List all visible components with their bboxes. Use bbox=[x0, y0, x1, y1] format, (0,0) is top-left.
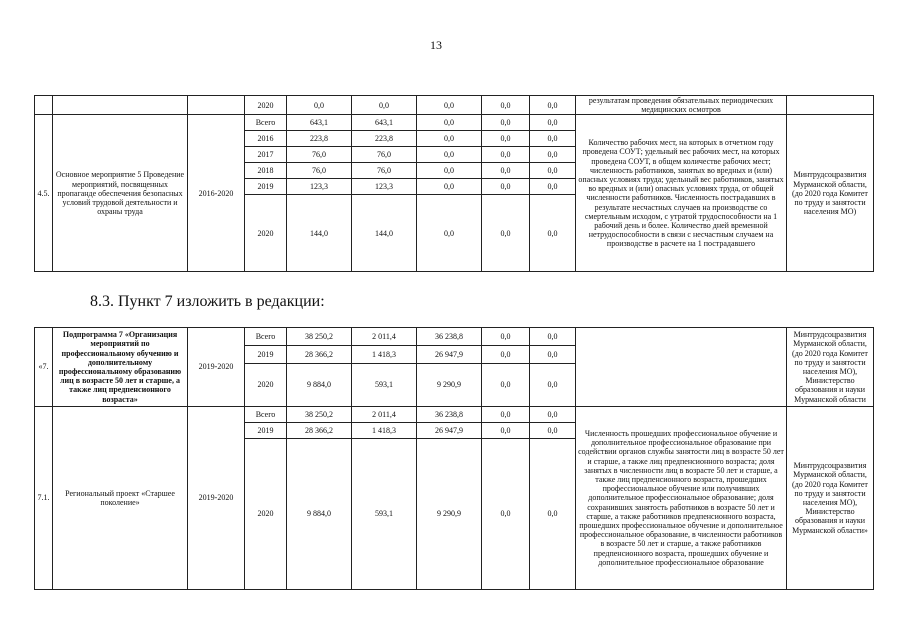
measures-table-1 bbox=[34, 95, 874, 272]
table-row bbox=[35, 407, 874, 423]
value-cell: 0,0 bbox=[417, 195, 482, 272]
executor-cell: Минтрудсоцразвития Мурманской области, (до 2020 года Комитет по труду и занятости населения МО), Министерство образования и науки Мурманской области» bbox=[787, 407, 874, 590]
value-cell: 76,0 bbox=[287, 163, 352, 179]
year-cell: 2019 bbox=[245, 179, 287, 195]
value-cell: 643,1 bbox=[287, 115, 352, 131]
value-cell: 0,0 bbox=[482, 179, 530, 195]
item-number: 7.1. bbox=[35, 407, 53, 590]
value-cell: 0,0 bbox=[482, 195, 530, 272]
table-row bbox=[35, 96, 874, 115]
value-cell: 0,0 bbox=[530, 407, 576, 423]
value-cell: 76,0 bbox=[287, 147, 352, 163]
value-cell: 1 418,3 bbox=[352, 346, 417, 364]
value-cell: 0,0 bbox=[352, 96, 417, 115]
item-number: 4.5. bbox=[35, 115, 53, 272]
value-cell: 0,0 bbox=[530, 179, 576, 195]
page-number: 13 bbox=[430, 38, 442, 52]
value-cell: 0,0 bbox=[417, 115, 482, 131]
value-cell: 0,0 bbox=[417, 131, 482, 147]
year-cell: 2020 bbox=[245, 439, 287, 590]
value-cell: 0,0 bbox=[530, 328, 576, 346]
measures-table-2 bbox=[34, 327, 874, 590]
item-period: 2019-2020 bbox=[188, 407, 245, 590]
item-name: Региональный проект «Старшее поколение» bbox=[53, 407, 188, 590]
value-cell: 123,3 bbox=[287, 179, 352, 195]
year-cell: 2016 bbox=[245, 131, 287, 147]
indicator-cell: результатам проведения обязательных периодических медицинских осмотров bbox=[576, 96, 787, 115]
value-cell: 643,1 bbox=[352, 115, 417, 131]
value-cell: 0,0 bbox=[530, 96, 576, 115]
table-row bbox=[35, 328, 874, 346]
value-cell: 9 884,0 bbox=[287, 364, 352, 407]
value-cell: 76,0 bbox=[352, 147, 417, 163]
value-cell: 26 947,9 bbox=[417, 423, 482, 439]
value-cell: 0,0 bbox=[482, 147, 530, 163]
value-cell: 0,0 bbox=[530, 195, 576, 272]
value-cell: 36 238,8 bbox=[417, 407, 482, 423]
subprogram-period: 2019-2020 bbox=[188, 328, 245, 407]
value-cell: 38 250,2 bbox=[287, 328, 352, 346]
year-cell: 2020 bbox=[245, 96, 287, 115]
value-cell: 0,0 bbox=[530, 115, 576, 131]
value-cell: 28 366,2 bbox=[287, 346, 352, 364]
year-cell: 2018 bbox=[245, 163, 287, 179]
section-heading: 8.3. Пункт 7 изложить в редакции: bbox=[90, 293, 325, 310]
value-cell: 0,0 bbox=[482, 407, 530, 423]
value-cell: 28 366,2 bbox=[287, 423, 352, 439]
executor-cell: Минтрудсоцразвития Мурманской области, (до 2020 года Комитет по труду и занятости населения МО), Министерство образования и науки Мурманской области bbox=[787, 328, 874, 407]
value-cell: 123,3 bbox=[352, 179, 417, 195]
value-cell: 0,0 bbox=[417, 179, 482, 195]
indicator-cell: Численность прошедших профессиональное обучение и дополнительное профессиональное образование при содействии органов службы занятости лиц в возрасте 50 лет и старше, а также лиц предпенсионного возраста; доля занятых в численности лиц в возрасте 50 лет и старше, а также лиц предпенсионного возраста, прошедших профессиональное обучение или получивших дополнительное профессиональное образование; доля сохранивших занятость работников в возрасте 50 лет и старше, а также работников предпенсионного возраста, прошедших профессиональное обучение и дополнительное профессиональное образование, в численности работников в возрасте 50 лет и старше, а также работников предпенсионного возраста, прошедших обучение и дополнительное профессиональное образование bbox=[576, 407, 787, 590]
year-cell: 2017 bbox=[245, 147, 287, 163]
year-cell: Всего bbox=[245, 328, 287, 346]
value-cell: 38 250,2 bbox=[287, 407, 352, 423]
year-cell: Всего bbox=[245, 115, 287, 131]
value-cell: 0,0 bbox=[530, 147, 576, 163]
value-cell: 0,0 bbox=[482, 328, 530, 346]
value-cell: 0,0 bbox=[287, 96, 352, 115]
item-name: Основное мероприятие 5 Проведение мероприятий, посвященных пропаганде обеспечения безопасных условий трудовой деятельности и охраны труда bbox=[53, 115, 188, 272]
value-cell: 0,0 bbox=[530, 131, 576, 147]
value-cell: 0,0 bbox=[482, 131, 530, 147]
value-cell: 0,0 bbox=[530, 346, 576, 364]
value-cell: 0,0 bbox=[417, 96, 482, 115]
indicator-cell: Количество рабочих мест, на которых в отчетном году проведена СОУТ; удельный вес рабочих мест, на которых проведена СОУТ, в общем количестве рабочих мест; численность работников, занятых во вредных и (или) опасных условиях труда; удельный вес работников, занятых во вредных и (или) опасных условиях труда, от общей численности работников. Численность пострадавших в результате несчастных случаев на производстве со смертельным исходом, с утратой трудоспособности на 1 рабочий день и более. Количество дней временной нетрудоспособности в связи с несчастным случаем на производстве в расчете на 1 пострадавшего bbox=[576, 115, 787, 272]
value-cell: 0,0 bbox=[482, 96, 530, 115]
year-cell: Всего bbox=[245, 407, 287, 423]
value-cell: 2 011,4 bbox=[352, 407, 417, 423]
year-cell: 2019 bbox=[245, 423, 287, 439]
indicator-cell bbox=[576, 328, 787, 407]
value-cell: 223,8 bbox=[287, 131, 352, 147]
value-cell: 0,0 bbox=[482, 346, 530, 364]
year-cell: 2020 bbox=[245, 364, 287, 407]
year-cell: 2019 bbox=[245, 346, 287, 364]
value-cell: 0,0 bbox=[482, 163, 530, 179]
value-cell: 26 947,9 bbox=[417, 346, 482, 364]
value-cell: 0,0 bbox=[482, 439, 530, 590]
value-cell: 9 290,9 bbox=[417, 439, 482, 590]
subprogram-number: «7. bbox=[35, 328, 53, 407]
value-cell: 9 290,9 bbox=[417, 364, 482, 407]
value-cell: 0,0 bbox=[530, 423, 576, 439]
value-cell: 144,0 bbox=[352, 195, 417, 272]
value-cell: 223,8 bbox=[352, 131, 417, 147]
value-cell: 2 011,4 bbox=[352, 328, 417, 346]
value-cell: 0,0 bbox=[530, 364, 576, 407]
value-cell: 0,0 bbox=[530, 163, 576, 179]
value-cell: 9 884,0 bbox=[287, 439, 352, 590]
item-period: 2016-2020 bbox=[188, 115, 245, 272]
value-cell: 0,0 bbox=[482, 423, 530, 439]
subprogram-name: Подпрограмма 7 «Организация мероприятий по профессиональному обучению и дополнительному профессиональному образованию лиц в возрасте 50 лет и старше, а также лиц предпенсионного возраста» bbox=[53, 328, 188, 407]
value-cell: 144,0 bbox=[287, 195, 352, 272]
executor-cell: Минтрудсоцразвития Мурманской области, (до 2020 года Комитет по труду и занятости населения МО) bbox=[787, 115, 874, 272]
value-cell: 0,0 bbox=[482, 115, 530, 131]
value-cell: 0,0 bbox=[482, 364, 530, 407]
value-cell: 0,0 bbox=[417, 147, 482, 163]
table-row bbox=[35, 115, 874, 131]
value-cell: 0,0 bbox=[417, 163, 482, 179]
value-cell: 76,0 bbox=[352, 163, 417, 179]
value-cell: 593,1 bbox=[352, 364, 417, 407]
value-cell: 0,0 bbox=[530, 439, 576, 590]
value-cell: 593,1 bbox=[352, 439, 417, 590]
value-cell: 36 238,8 bbox=[417, 328, 482, 346]
value-cell: 1 418,3 bbox=[352, 423, 417, 439]
year-cell: 2020 bbox=[245, 195, 287, 272]
